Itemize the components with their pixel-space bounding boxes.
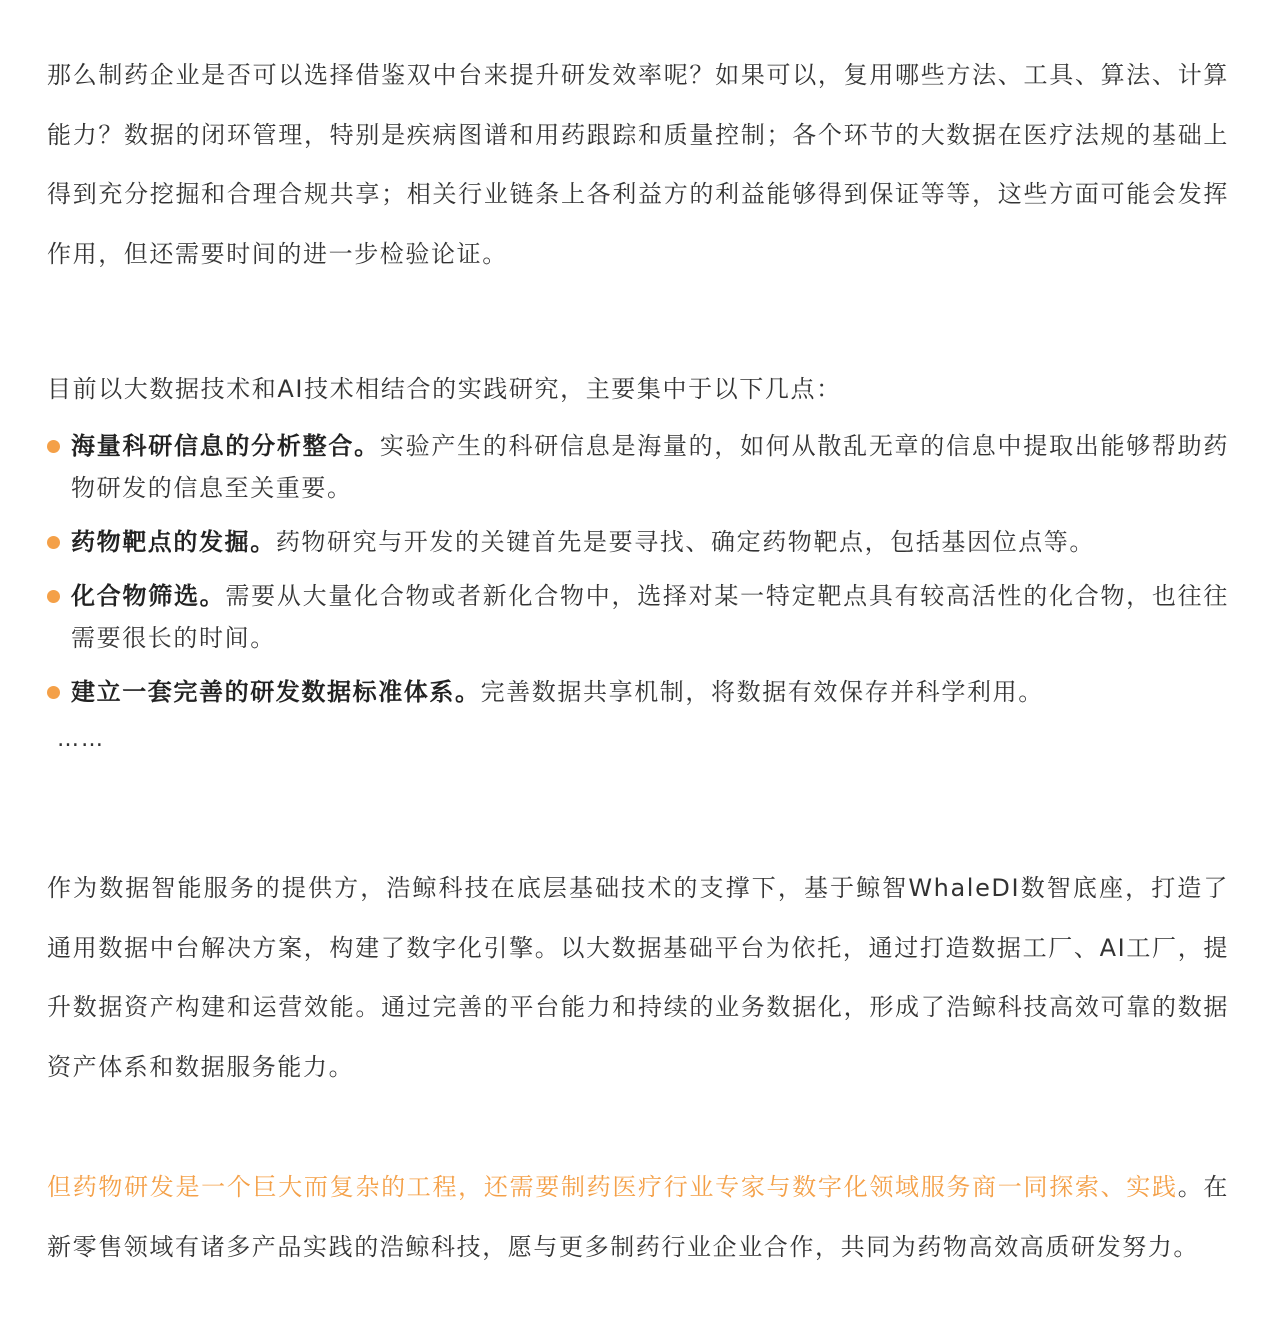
paragraph-conclusion	[47, 1158, 1229, 1277]
bullet-title: 海量科研信息的分析整合。	[71, 432, 380, 460]
list-item	[47, 425, 1229, 509]
list-item	[47, 521, 1229, 563]
bullet-title: 药物靶点的发掘。	[71, 528, 276, 556]
list-item	[47, 575, 1229, 659]
ellipsis: ……	[57, 727, 105, 752]
bullet-dot-icon	[47, 536, 60, 549]
bullet-dot-icon	[47, 440, 60, 453]
bullet-title: 化合物筛选。	[71, 582, 226, 610]
paragraph-company: 作为数据智能服务的提供方，浩鲸科技在底层基础技术的支撑下，基于鲸智WhaleDI数智底座，打造了通用数据中台解决方案，构建了数字化引擎。以大数据基础平台为依托，通过打造数据工厂、AI工厂，提升数据资产构建和运营效能。通过完善的平台能力和持续的业务数据化，形成了浩鲸科技高效可靠的数据资产体系和数据服务能力。	[47, 874, 1229, 1081]
bullet-dot-icon	[47, 590, 60, 603]
list-item	[47, 671, 1229, 713]
bullet-dot-icon	[47, 686, 60, 699]
conclusion-text: 。在新零售领域有诸多产品实践的浩鲸科技，愿与更多制药行业企业合作，共同为药物高效高质研发努力。	[47, 1173, 1230, 1261]
bullet-text: 药物研究与开发的关键首先是要寻找、确定药物靶点，包括基因位点等。	[275, 528, 1096, 556]
paragraph-intro: 目前以大数据技术和AI技术相结合的实践研究，主要集中于以下几点：	[47, 375, 842, 403]
bullet-text: 需要从大量化合物或者新化合物中，选择对某一特定靶点具有较高活性的化合物，也往往需要很长的时间。	[71, 582, 1229, 652]
highlight-text: 但药物研发是一个巨大而复杂的工程，还需要制药医疗行业专家与数字化领域服务商一同探索、实践	[47, 1173, 1178, 1201]
bullet-title: 建立一套完善的研发数据标准体系。	[71, 678, 481, 706]
bullet-list	[47, 425, 1229, 713]
bullet-text: 完善数据共享机制，将数据有效保存并科学利用。	[480, 678, 1044, 706]
bullet-text: 实验产生的科研信息是海量的，如何从散乱无章的信息中提取出能够帮助药物研发的信息至关重要。	[71, 432, 1229, 502]
paragraph-middle-platform: 那么制药企业是否可以选择借鉴双中台来提升研发效率呢？如果可以，复用哪些方法、工具、算法、计算能力？数据的闭环管理，特别是疾病图谱和用药跟踪和质量控制；各个环节的大数据在医疗法规的基础上得到充分挖掘和合理合规共享；相关行业链条上各利益方的利益能够得到保证等等，这些方面可能会发挥作用，但还需要时间的进一步检验论证。	[47, 61, 1229, 268]
